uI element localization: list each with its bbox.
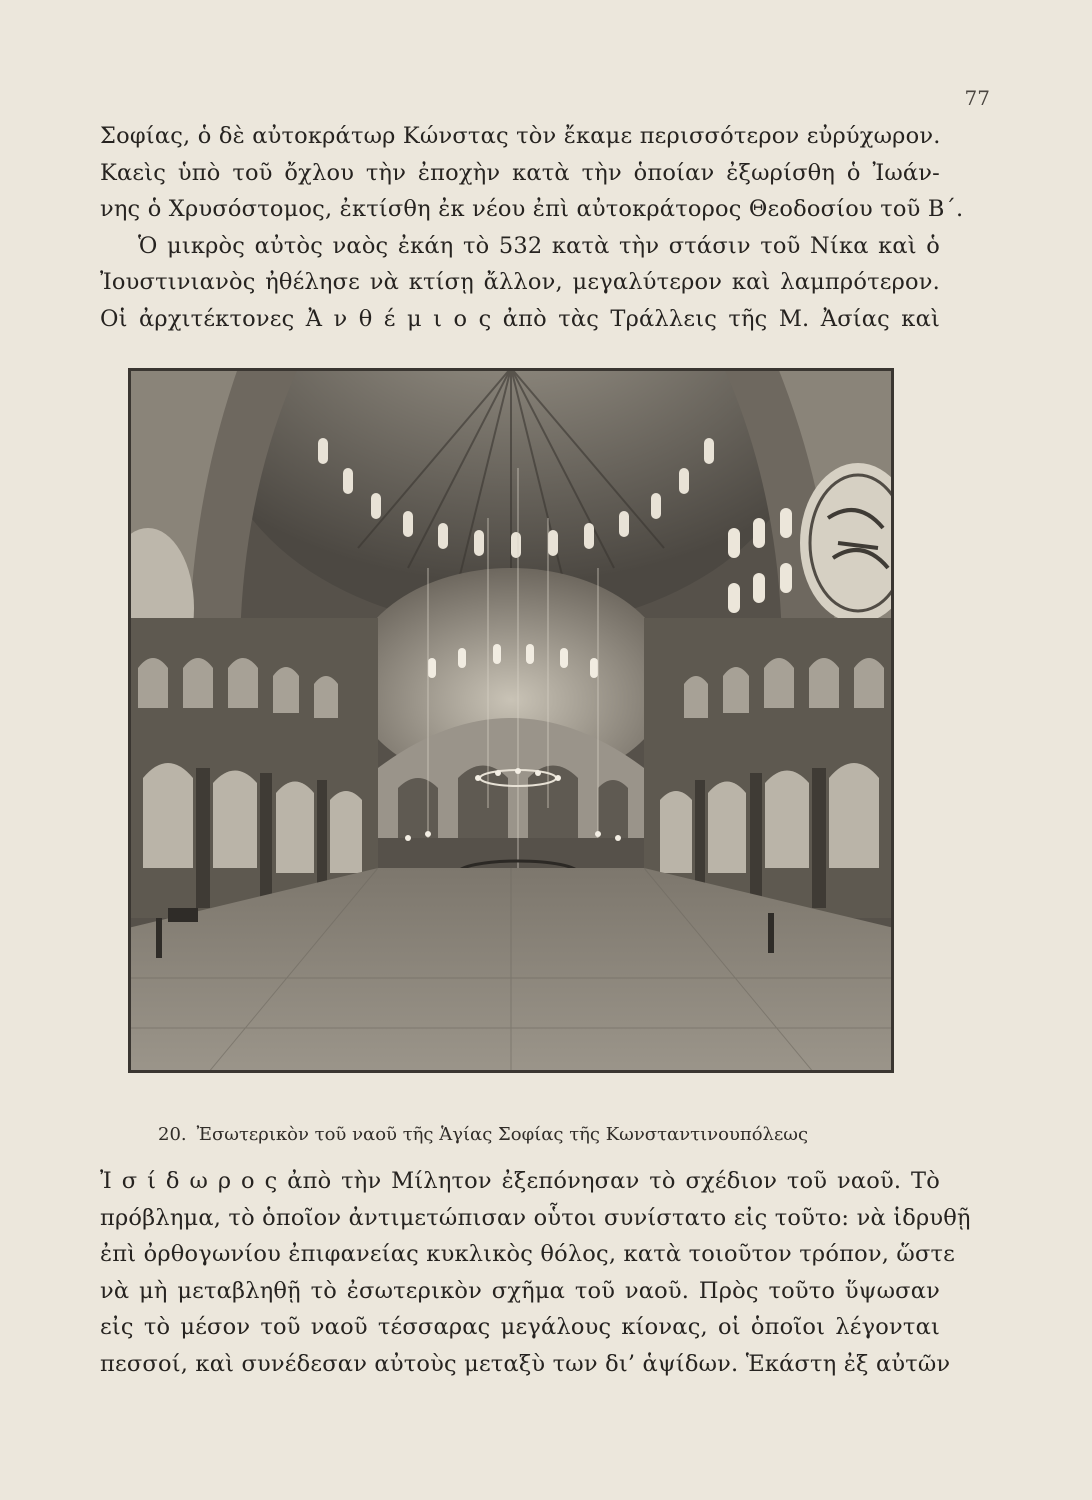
text-line: Οἱ ἀρχιτέκτονες Ἀ ν θ έ μ ι ο ς ἀπὸ τὰς Τράλλεις τῆς Μ. Ἀσίας καὶ	[100, 305, 940, 332]
hagia-sophia-interior-photo	[128, 368, 894, 1073]
text-line: νης ὁ Χρυσόστομος, ἐκτίσθη ἐκ νέου ἐπὶ αὐτοκράτορος Θεοδοσίου τοῦ Β΄.	[100, 196, 964, 222]
text-line: Ὁ μικρὸς αὐτὸς ναὸς ἐκάη τὸ 532 κατὰ τὴν στάσιν τοῦ Νίκα καὶ ὁ	[138, 232, 940, 259]
text-line: Ἰ σ ί δ ω ρ ο ς ἀπὸ τὴν Μίλητον ἐξεπόνησαν τὸ σχέδιον τοῦ ναοῦ. Τὸ	[100, 1168, 940, 1194]
body-text-bottom	[100, 1163, 971, 1382]
text-line: ἐπὶ ὀρθογωνίου ἐπιφανείας κυκλικὸς θόλος, κατὰ τοιοῦτον τρόπον, ὥστε	[100, 1241, 956, 1267]
caption-text: Ἐσωτερικὸν τοῦ ναοῦ τῆς Ἁγίας Σοφίας τῆς Κωνσταντινουπόλεως	[196, 1124, 809, 1145]
figure-number: 20.	[158, 1124, 187, 1145]
text-line: πεσσοί, καὶ συνέδεσαν αὐτοὺς μεταξὺ των δι’ ἁψίδων. Ἑκάστη ἐξ αὐτῶν	[100, 1350, 951, 1377]
body-text-top	[100, 118, 964, 337]
text-line: νὰ μὴ μεταβληθῇ τὸ ἐσωτερικὸν σχῆμα τοῦ ναοῦ. Πρὸς τοῦτο ὕψωσαν	[100, 1277, 940, 1304]
text-line: Σοφίας, ὁ δὲ αὐτοκράτωρ Κώνστας τὸν ἔκαμε περισσότερον εὐρύχωρον.	[100, 123, 941, 149]
figure-caption	[158, 1124, 878, 1145]
text-line: εἰς τὸ μέσον τοῦ ναοῦ τέσσαρας μεγάλους κίονας, οἱ ὁποῖοι λέγονται	[100, 1314, 940, 1340]
page-number: 77	[964, 86, 990, 110]
text-line: Ἰουστινιανὸς ἠθέλησε νὰ κτίσῃ ἄλλον, μεγαλύτερον καὶ λαμπρότερον.	[100, 269, 940, 295]
text-line: πρόβλημα, τὸ ὁποῖον ἀντιμετώπισαν οὗτοι συνίστατο εἰς τοῦτο: νὰ ἱδρυθῇ	[100, 1204, 971, 1231]
text-line: Καεὶς ὑπὸ τοῦ ὄχλου τὴν ἐποχὴν κατὰ τὴν ὁποίαν ἐξωρίσθη ὁ Ἰωάν-	[100, 159, 940, 186]
